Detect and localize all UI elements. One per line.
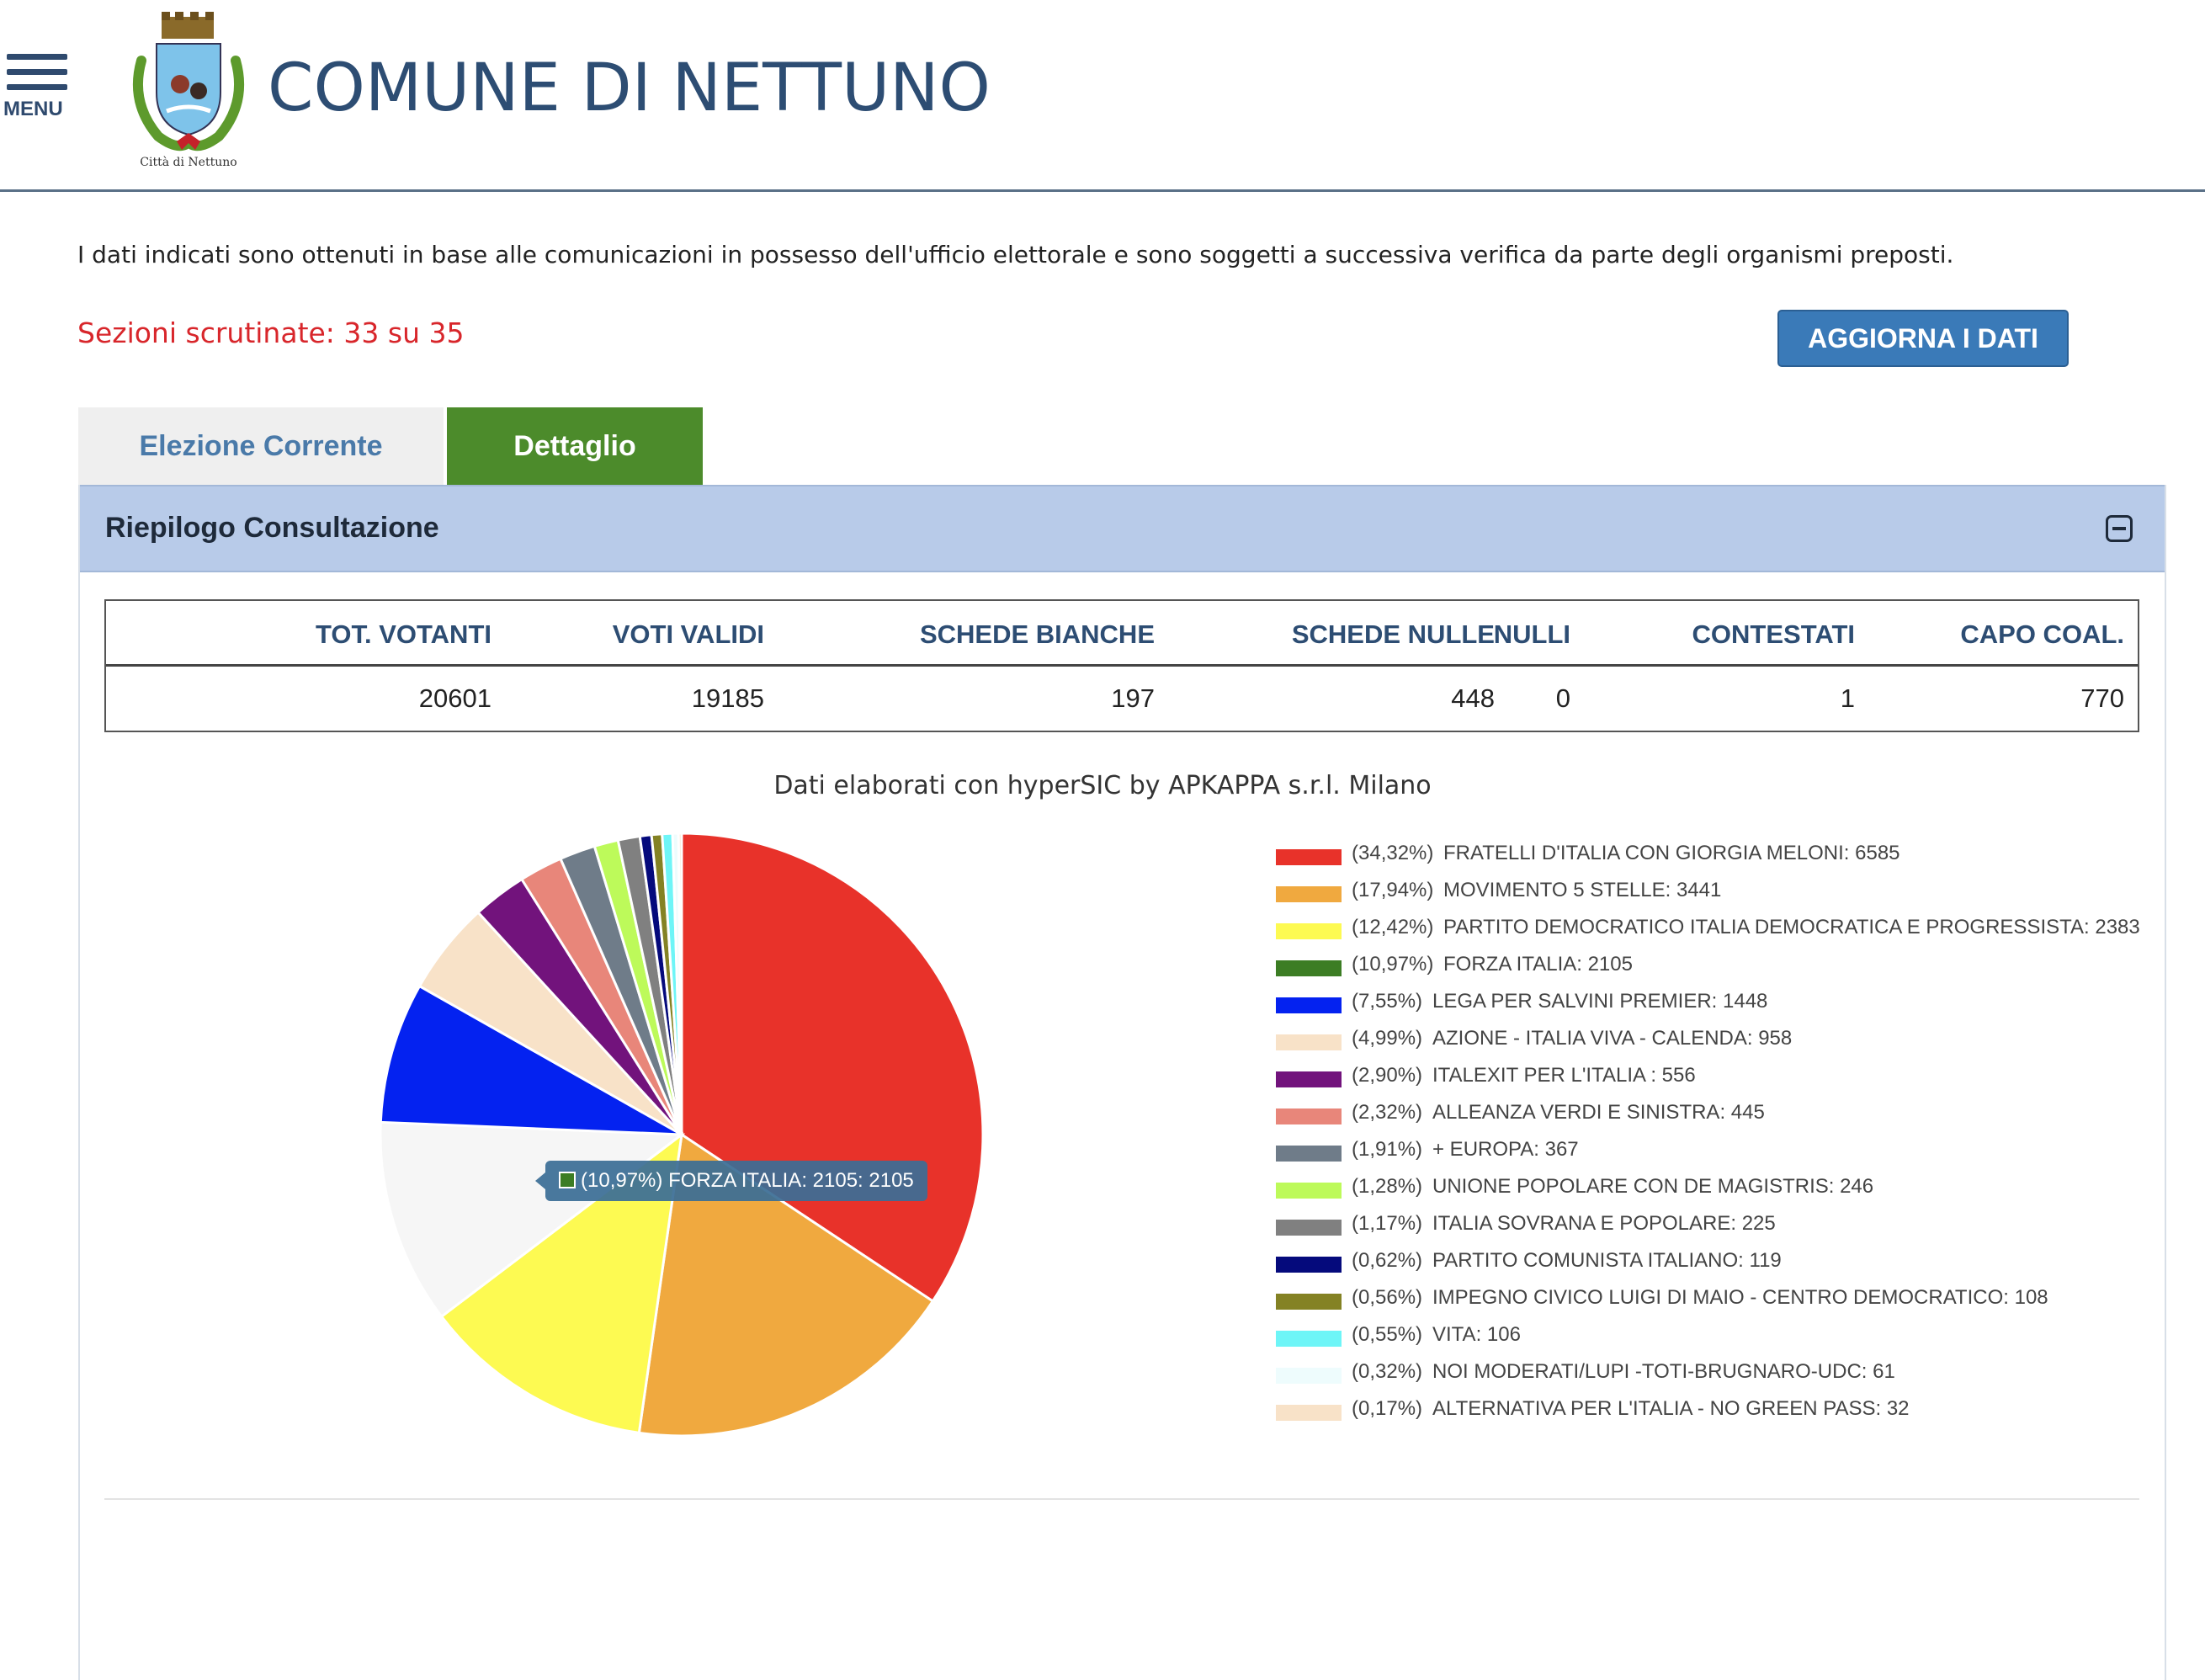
- legend-swatch: [1276, 923, 1342, 939]
- menu-button[interactable]: [3, 54, 67, 121]
- legend-percent: (12,42%): [1352, 916, 1434, 938]
- legend-item[interactable]: [1276, 842, 2168, 879]
- value-voti-validi: 19185: [691, 683, 764, 713]
- site-title[interactable]: COMUNE DI NETTUNO: [268, 51, 991, 126]
- tab-dettaglio[interactable]: Dettaglio: [447, 407, 703, 485]
- legend-swatch: [1276, 1405, 1342, 1421]
- legend-swatch: [1276, 997, 1342, 1013]
- legend-percent: (1,17%): [1352, 1212, 1423, 1235]
- legend-item[interactable]: [1276, 953, 2168, 990]
- legend-label: ALLEANZA VERDI E SINISTRA: 445: [1432, 1101, 1765, 1124]
- legend-label: MOVIMENTO 5 STELLE: 3441: [1443, 879, 1722, 901]
- legend-label: + EUROPA: 367: [1432, 1138, 1579, 1161]
- header-nulli: NULLI: [1493, 619, 1570, 649]
- header-capo-coal: CAPO COAL.: [1960, 619, 2124, 649]
- legend-percent: (10,97%): [1352, 953, 1434, 976]
- hamburger-icon-bar: [7, 84, 67, 90]
- legend-percent: (0,56%): [1352, 1286, 1423, 1309]
- crest-crown-merlon: [205, 12, 214, 20]
- legend-percent: (17,94%): [1352, 879, 1434, 901]
- legend-swatch: [1276, 1220, 1342, 1236]
- legend-swatch: [1276, 1108, 1342, 1124]
- legend-percent: (0,17%): [1352, 1397, 1423, 1420]
- legend-item[interactable]: [1276, 990, 2168, 1027]
- summary-table: [104, 599, 2139, 732]
- crest-crown-merlon: [162, 12, 170, 20]
- value-capo-coal: 770: [2080, 683, 2124, 713]
- header-schede-nulle: SCHEDE NULLE: [1291, 619, 1495, 649]
- legend-item[interactable]: [1276, 916, 2168, 953]
- legend-label: FORZA ITALIA: 2105: [1443, 953, 1633, 976]
- value-nulli: 0: [1555, 683, 1570, 713]
- legend-item[interactable]: [1276, 1249, 2168, 1286]
- legend-label: AZIONE - ITALIA VIVA - CALENDA: 958: [1432, 1027, 1793, 1050]
- legend-label: ITALEXIT PER L'ITALIA : 556: [1432, 1064, 1696, 1087]
- legend-label: PARTITO DEMOCRATICO ITALIA DEMOCRATICA E PROGRESSISTA: 2383: [1443, 916, 2140, 938]
- legend-item[interactable]: [1276, 1138, 2168, 1175]
- legend-item[interactable]: [1276, 1212, 2168, 1249]
- legend-item[interactable]: [1276, 1323, 2168, 1360]
- tooltip-pct: (10,97%): [581, 1169, 663, 1192]
- legend-swatch: [1276, 1183, 1342, 1199]
- tab-elezione-corrente[interactable]: Elezione Corrente: [78, 407, 444, 485]
- panel-header[interactable]: [80, 485, 2165, 572]
- legend-swatch: [1276, 1257, 1342, 1273]
- header-voti-validi: VOTI VALIDI: [612, 619, 764, 649]
- legend-percent: (1,28%): [1352, 1175, 1423, 1198]
- crest-crown-merlon: [175, 12, 183, 20]
- legend-item[interactable]: [1276, 1286, 2168, 1323]
- legend-item[interactable]: [1276, 879, 2168, 916]
- legend-item[interactable]: [1276, 1397, 2168, 1434]
- legend-label: LEGA PER SALVINI PREMIER: 1448: [1432, 990, 1768, 1013]
- legend-swatch: [1276, 849, 1342, 865]
- legend-percent: (34,32%): [1352, 842, 1434, 864]
- menu-label: MENU: [3, 98, 63, 120]
- value-schede-bianche: 197: [1111, 683, 1155, 713]
- legend-percent: (7,55%): [1352, 990, 1423, 1013]
- value-contestati: 1: [1840, 683, 1855, 713]
- chart-tooltip: [545, 1161, 927, 1201]
- legend-swatch: [1276, 1331, 1342, 1347]
- tooltip-text: [581, 1169, 914, 1193]
- legend-percent: (2,32%): [1352, 1101, 1423, 1124]
- crest-crown-merlon: [190, 12, 199, 20]
- legend-swatch: [1276, 1071, 1342, 1087]
- collapse-icon[interactable]: [2106, 515, 2133, 542]
- legend-swatch: [1276, 1034, 1342, 1050]
- legend-swatch: [1276, 1368, 1342, 1384]
- legend-item[interactable]: [1276, 1175, 2168, 1212]
- section-divider: [104, 1498, 2139, 1500]
- crest-figure: [190, 82, 207, 99]
- legend-swatch: [1276, 960, 1342, 976]
- legend-label: UNIONE POPOLARE CON DE MAGISTRIS: 246: [1432, 1175, 1874, 1198]
- city-crest-logo[interactable]: [125, 10, 252, 175]
- legend-label: FRATELLI D'ITALIA CON GIORGIA MELONI: 6585: [1443, 842, 1900, 864]
- legend-item[interactable]: [1276, 1064, 2168, 1101]
- summary-header-row: [106, 601, 2138, 667]
- value-schede-nulle: 448: [1451, 683, 1495, 713]
- legend-item[interactable]: [1276, 1360, 2168, 1397]
- crest-shield: [157, 44, 220, 135]
- disclaimer-text: I dati indicati sono ottenuti in base alle comunicazioni in possesso dell'ufficio elettorale e sono soggetti a successiva verifica da parte degli organismi preposti.: [77, 241, 1954, 268]
- summary-values-row: [106, 667, 2138, 731]
- tooltip-label: FORZA ITALIA: 2105: 2105: [668, 1169, 914, 1192]
- sections-counted-status: Sezioni scrutinate: 33 su 35: [77, 316, 465, 349]
- hamburger-icon-bar: [7, 69, 67, 75]
- legend-label: ITALIA SOVRANA E POPOLARE: 225: [1432, 1212, 1776, 1235]
- legend-percent: (4,99%): [1352, 1027, 1423, 1050]
- tooltip-swatch: [559, 1172, 576, 1188]
- legend-swatch: [1276, 886, 1342, 902]
- refresh-data-button[interactable]: AGGIORNA I DATI: [1777, 310, 2069, 367]
- legend-swatch: [1276, 1294, 1342, 1310]
- legend-label: ALTERNATIVA PER L'ITALIA - NO GREEN PASS: 32: [1432, 1397, 1910, 1420]
- legend-percent: (0,32%): [1352, 1360, 1423, 1383]
- crest-figure: [171, 75, 189, 93]
- hamburger-icon-bar: [7, 54, 67, 60]
- panel-title: Riepilogo Consultazione: [105, 512, 439, 544]
- legend-item[interactable]: [1276, 1027, 2168, 1064]
- legend-label: VITA: 106: [1432, 1323, 1521, 1346]
- legend-percent: (2,90%): [1352, 1064, 1423, 1087]
- header-contestati: CONTESTATI: [1692, 619, 1855, 649]
- header-schede-bianche: SCHEDE BIANCHE: [919, 619, 1155, 649]
- legend-label: PARTITO COMUNISTA ITALIANO: 119: [1432, 1249, 1782, 1272]
- legend-label: NOI MODERATI/LUPI -TOTI-BRUGNARO-UDC: 61: [1432, 1360, 1895, 1383]
- legend-swatch: [1276, 1146, 1342, 1162]
- legend-label: IMPEGNO CIVICO LUIGI DI MAIO - CENTRO DEMOCRATICO: 108: [1432, 1286, 2048, 1309]
- site-header: [0, 0, 2205, 192]
- value-tot-votanti: 20601: [418, 683, 491, 713]
- legend-percent: (0,62%): [1352, 1249, 1423, 1272]
- chart-title: Dati elaborati con hyperSIC by APKAPPA s.r.l. Milano: [773, 771, 1432, 800]
- legend-percent: (1,91%): [1352, 1138, 1423, 1161]
- header-tot-votanti: TOT. VOTANTI: [316, 619, 491, 649]
- crest-caption: Città di Nettuno: [140, 156, 237, 169]
- legend-item[interactable]: [1276, 1101, 2168, 1138]
- legend-percent: (0,55%): [1352, 1323, 1423, 1346]
